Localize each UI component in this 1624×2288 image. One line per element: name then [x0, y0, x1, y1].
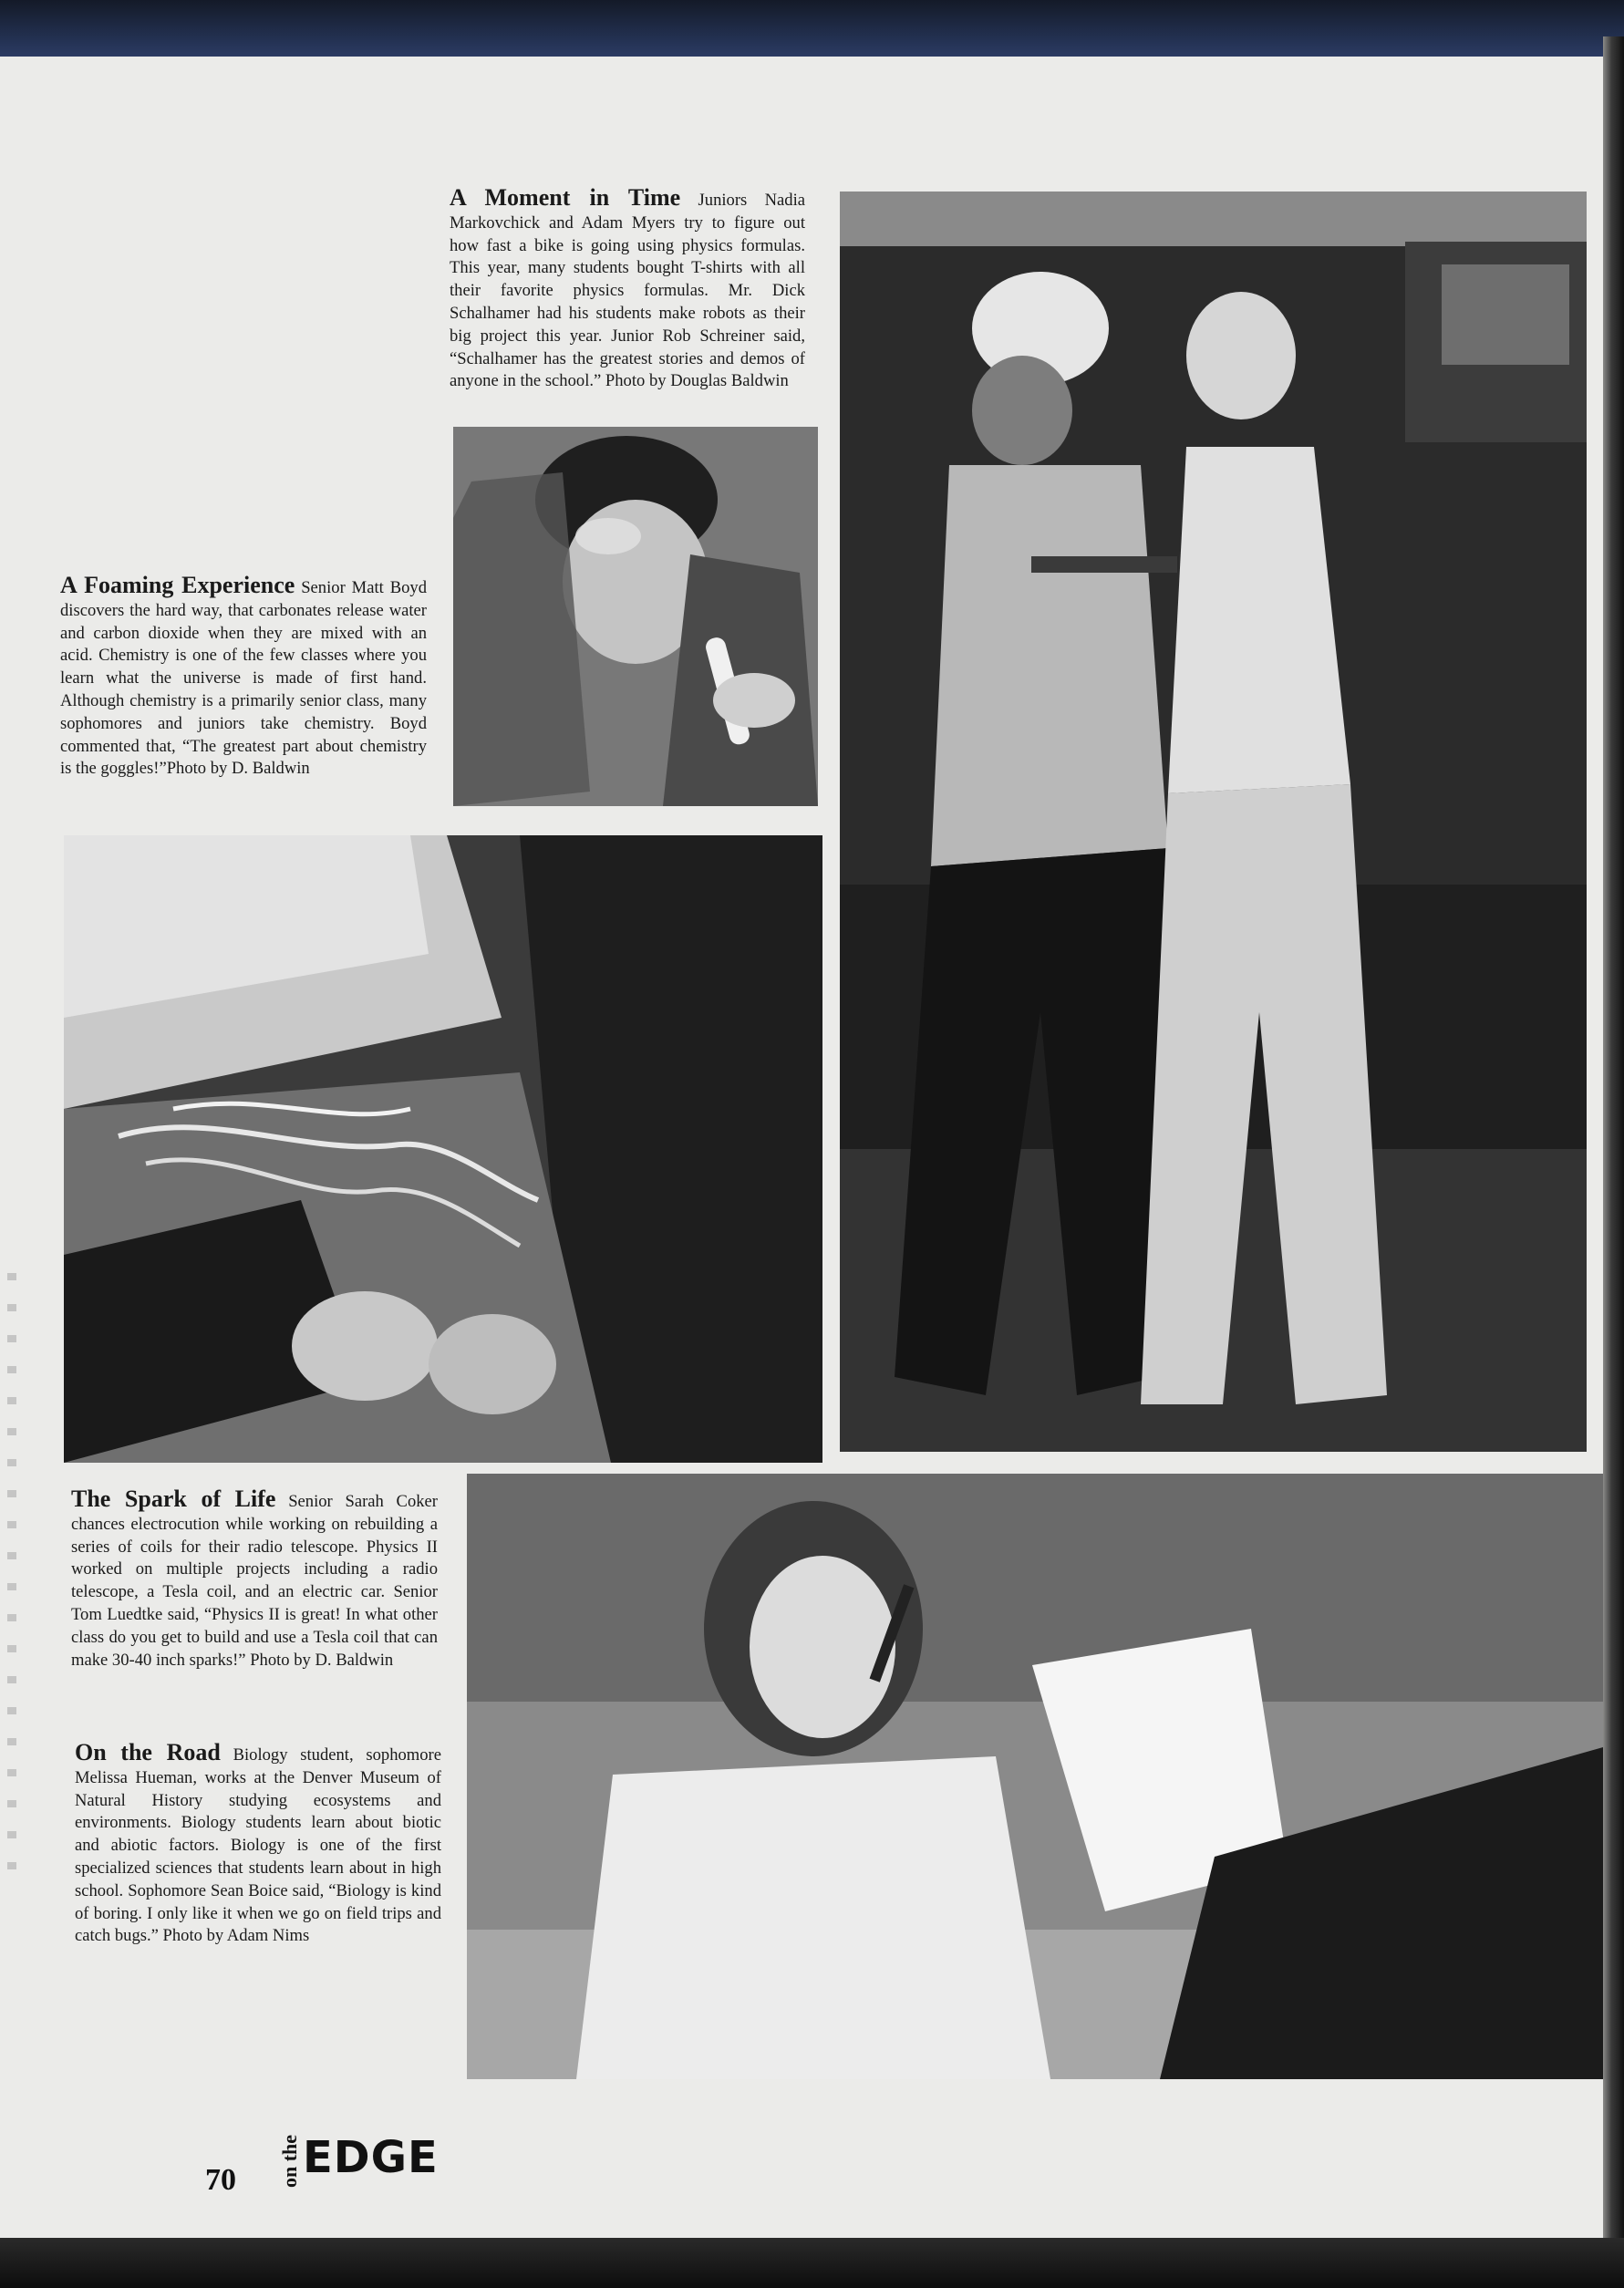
- caption-foaming-experience: [60, 572, 427, 781]
- photo-chemistry-test-tube: [453, 427, 818, 806]
- page-number: 70: [205, 2163, 236, 2197]
- caption-body: Juniors Nadia Markovchick and Adam Myers try to figure out how fast a bike is going using physics formulas. This year, many students bought T-shirts with all their favorite physics formulas. Mr. Dick Schalhamer had his students make robots as their big project this year. Junior Rob Schreiner said, “Schalhamer has the greatest stories and demos of anyone in the school.” Photo by Douglas Baldwin: [450, 191, 805, 391]
- photo-bike-physics: [840, 192, 1587, 1452]
- logo-on-the: on the: [278, 2134, 301, 2188]
- scan-top-border: [0, 0, 1624, 57]
- binding-marks: [7, 1249, 16, 1869]
- caption-body: Biology student, sophomore Melissa Hueman, works at the Denver Museum of Natural History studying ecosystems and environments. Biology students learn about biotic and abiotic factors. Biology is one of the first specialized sciences that students learn about in high school. Sophomore Sean Boice said, “Biology is kind of boring. I only like it when we go on field trips and catch bugs.” Photo by Adam Nims: [75, 1745, 442, 1946]
- caption-body: Senior Matt Boyd discovers the hard way, that carbonates release water and carbon dioxide when they are mixed with an acid. Chemistry is one of the few classes where you learn what the universe is made of first hand. Although chemistry is a primarily senior class, many sophomores and juniors take chemistry. Boyd commented that, “The greatest part about chemistry is the goggles!”Photo by D. Baldwin: [60, 578, 427, 779]
- caption-moment-in-time: [450, 184, 805, 393]
- photo-biology-field-trip: [467, 1474, 1603, 2079]
- caption-headline: A Moment in Time: [450, 184, 681, 211]
- caption-spark-of-life: [71, 1488, 438, 1672]
- caption-headline: A Foaming Experience: [60, 572, 295, 598]
- scan-bottom-border: [0, 2238, 1624, 2288]
- photo-radio-telescope-coils: [64, 835, 822, 1463]
- page-edge-shadow: [1603, 36, 1624, 2243]
- caption-on-the-road: [75, 1739, 442, 1948]
- caption-headline: On the Road: [75, 1739, 221, 1765]
- caption-body: Senior Sarah Coker chances electrocution while working on rebuilding a series of coils for their radio telescope. Physics II worked on multiple projects including a radio telescope, a Tesla coil, and an electric car. Senior Tom Luedtke said, “Physics II is great! In what other class do you get to build and use a Tesla coil that can make 30-40 inch sparks!” Photo by D. Baldwin: [71, 1492, 438, 1670]
- caption-headline: The Spark of Life: [71, 1486, 276, 1512]
- logo-edge: EDGE: [303, 2132, 439, 2183]
